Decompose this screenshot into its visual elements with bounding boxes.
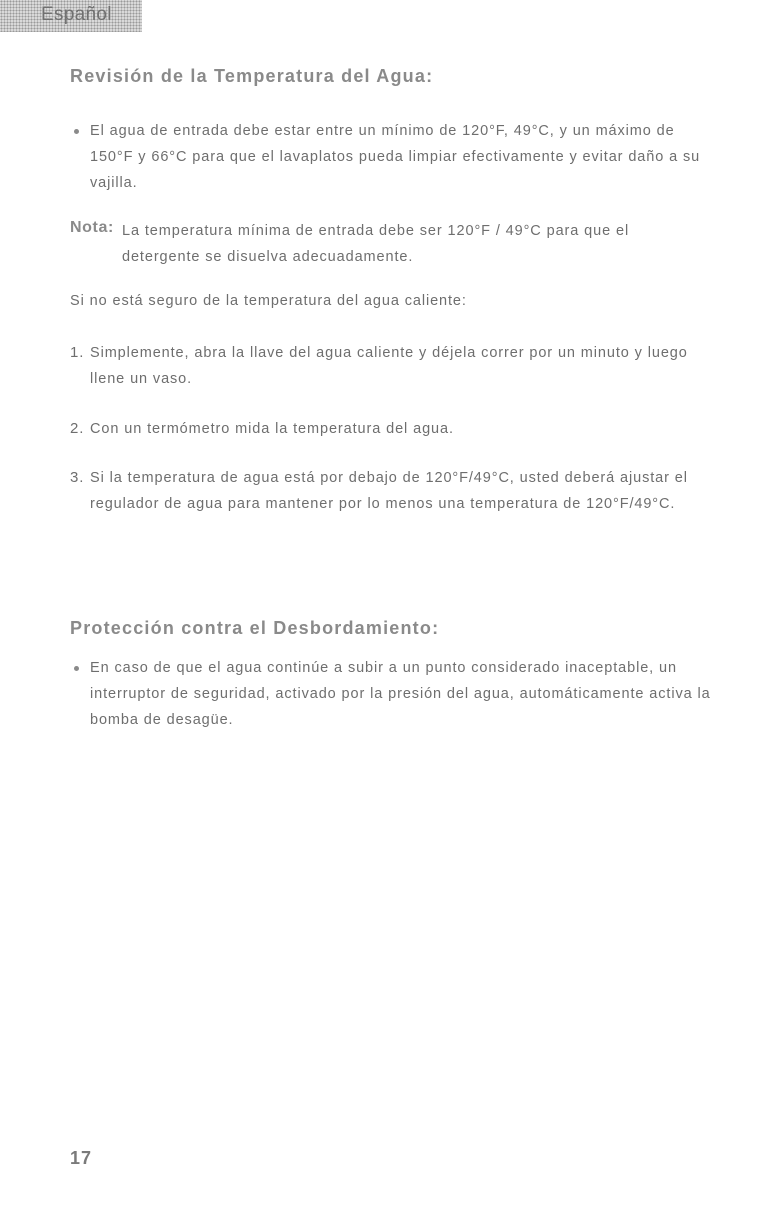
step-number: 3. [70,469,85,486]
page-number: 17 [70,1148,93,1168]
language-tab [0,0,142,32]
intro-text: Si no está seguro de la temperatura del agua caliente: [70,293,467,309]
step-number: 2. [70,420,85,437]
step-text: Simplemente, abra la llave del agua caliente y déjela correr por un minuto y luego llene un vaso. [90,345,688,387]
step-number: 1. [70,344,85,361]
step-text: Si la temperatura de agua está por debajo de 120°F/49°C, usted deberá ajustar el regulador de agua para mantener por lo menos una temperatura de 120°F/49°C. [90,470,688,512]
note-text: La temperatura mínima de entrada debe ser 120°F / 49°C para que el detergente se disuelva adecuadamente. [122,223,630,265]
section-title-water-temperature: Revisión de la Temperatura del Agua: [70,66,434,86]
note-text-line [122,218,682,270]
water-temperature-bullet: El agua de entrada debe estar entre un mínimo de 120°F, 49°C, y un máximo de 150°F y 66°C para que el lavaplatos pueda limpiar efectivamente y evitar daño a su vajilla. [90,123,701,191]
note-label: Nota: [70,219,114,236]
bullet-dot-icon [74,129,79,134]
step-text: Con un termómetro mida la temperatura del agua. [90,421,454,437]
overflow-protection-bullet: En caso de que el agua continúe a subir a un punto considerado inaceptable, un interruptor de seguridad, activado por la presión del agua, automáticamente activa la bomba de desagüe. [90,660,711,728]
bullet-dot-icon [74,666,79,671]
section-title-overflow-protection: Protección contra el Desbordamiento: [70,618,440,638]
language-tab-label: Español [41,4,112,25]
